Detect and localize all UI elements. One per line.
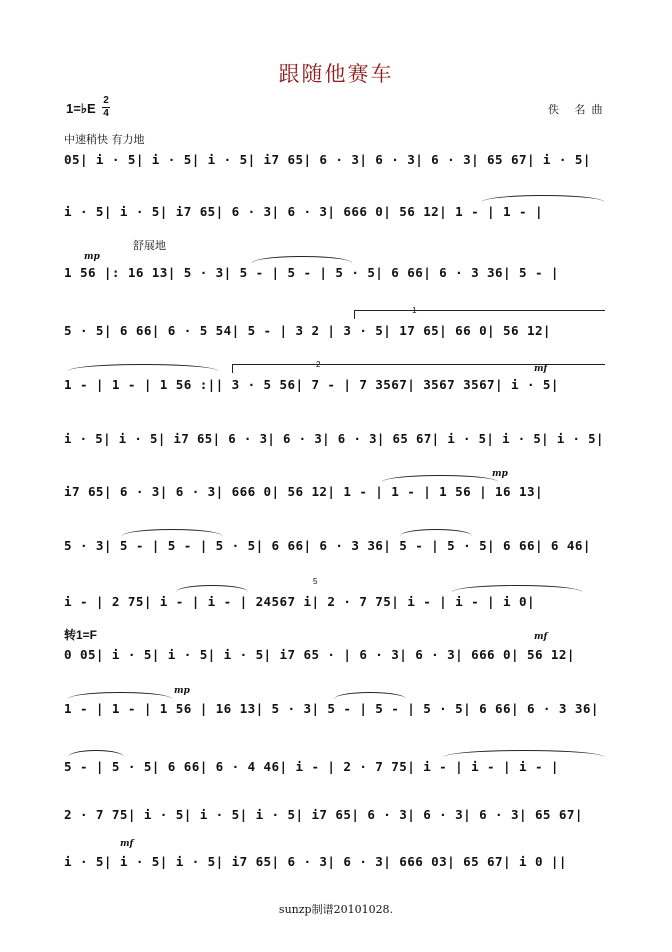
- score-line-text: 1 - | 1 - | 1 56 | 16 13| 5 · 3| 5 - | 5 - | 5 · 5| 6 66| 6 · 3 36|: [64, 701, 599, 716]
- score-line-text: 2 · 7 75| i · 5| i · 5| i · 5| i7 65| 6 · 3| 6 · 3| 6 · 3| 65 67|: [64, 807, 583, 822]
- score-line-text: 5 · 5| 6 66| 6 · 5 54| 5 - | 3 2 | 3 · 5| 17 65| 66 0| 56 12|: [64, 323, 551, 338]
- volta-1-number: 1: [412, 306, 417, 315]
- tie-slur: [68, 364, 218, 371]
- volta-2-bracket: [232, 364, 605, 373]
- expression-marking: 舒展地: [133, 239, 166, 252]
- score-line-7: [64, 469, 604, 509]
- score-line-4: [64, 306, 604, 348]
- tie-slur: [382, 475, 498, 482]
- dynamic-mark: mf: [120, 839, 134, 849]
- score-line-9: [64, 577, 604, 619]
- tempo-marking: 中速稍快 有力地: [64, 133, 145, 146]
- composer-credit: 佚 名曲: [548, 103, 609, 116]
- dynamic-mark: mp: [84, 252, 100, 262]
- key-signature: 1=♭E: [66, 101, 96, 116]
- score-line-14: [64, 839, 604, 879]
- dynamic-mark: mf: [534, 364, 548, 374]
- score-line-text: 5 · 3| 5 - | 5 - | 5 · 5| 6 66| 6 · 3 36| 5 - | 5 · 5| 6 66| 6 46|: [64, 538, 591, 553]
- tie-slur: [122, 529, 222, 536]
- score-line-text: i7 65| 6 · 3| 6 · 3| 666 0| 56 12| 1 - | 1 - | 1 56 | 16 13|: [64, 484, 543, 499]
- score-line-text: 1 - | 1 - | 1 56 :|| 3 · 5 56| 7 - | 7 3567| 3567 3567| i · 5|: [64, 377, 559, 392]
- score-line-12: [64, 758, 604, 784]
- volta-1-bracket: [354, 310, 605, 319]
- tie-slur: [176, 585, 248, 592]
- dynamic-mark: mp: [174, 686, 190, 696]
- footer-credit: sunzp制谱20101028.: [278, 903, 394, 916]
- tie-slur: [482, 195, 604, 202]
- tuplet-number: 5: [313, 577, 318, 586]
- time-signature: [102, 96, 110, 119]
- score-line-8: [64, 537, 604, 563]
- meter-bottom: 4: [103, 108, 109, 119]
- score-line-text: i · 5| i · 5| i7 65| 6 · 3| 6 · 3| 666 0| 56 12| 1 - | 1 - |: [64, 204, 543, 219]
- score-line-text: i · 5| i · 5| i7 65| 6 · 3| 6 · 3| 6 · 3| 65 67| i · 5| i · 5| i · 5|: [64, 431, 604, 446]
- score-line-text: 0 05| i · 5| i · 5| i · 5| i7 65 · | 6 · 3| 6 · 3| 666 0| 56 12|: [64, 647, 575, 662]
- score-line-6: [64, 430, 604, 456]
- score-line-text: i · 5| i · 5| i · 5| i7 65| 6 · 3| 6 · 3| 666 03| 65 67| i 0 ||: [64, 854, 567, 869]
- score-line-2: [64, 203, 604, 229]
- score-line-5: [64, 360, 604, 402]
- tie-slur: [334, 692, 406, 699]
- page-title: 跟随他赛车: [278, 62, 394, 86]
- score-line-text: 5 - | 5 · 5| 6 66| 6 · 4 46| i - | 2 · 7 75| i - | i - | i - |: [64, 759, 559, 774]
- tie-slur: [68, 692, 172, 699]
- modulation-marking: 转1=F: [64, 628, 98, 642]
- tie-slur: [252, 256, 352, 263]
- score-line-11: [64, 686, 604, 726]
- score-line-text: 05| i · 5| i · 5| i · 5| i7 65| 6 · 3| 6 · 3| 6 · 3| 65 67| i · 5|: [64, 152, 591, 167]
- dynamic-mark: mf: [534, 632, 548, 642]
- tie-slur: [444, 750, 604, 757]
- score-line-text: 1 56 |: 16 13| 5 · 3| 5 - | 5 - | 5 · 5| 6 66| 6 · 3 36| 5 - |: [64, 265, 559, 280]
- dynamic-mark: mp: [492, 469, 508, 479]
- score-line-1: [64, 151, 604, 177]
- score-line-3: [64, 252, 604, 290]
- tie-slur: [452, 585, 582, 592]
- volta-2-number: 2: [316, 360, 321, 369]
- score-line-text: i - | 2 75| i - | i - | 24567 i| 2 · 7 75| i - | i - | i 0|: [64, 594, 535, 609]
- score-line-13: [64, 806, 604, 832]
- tie-slur: [68, 750, 124, 757]
- meter-top: 2: [103, 95, 109, 106]
- tie-slur: [400, 529, 472, 536]
